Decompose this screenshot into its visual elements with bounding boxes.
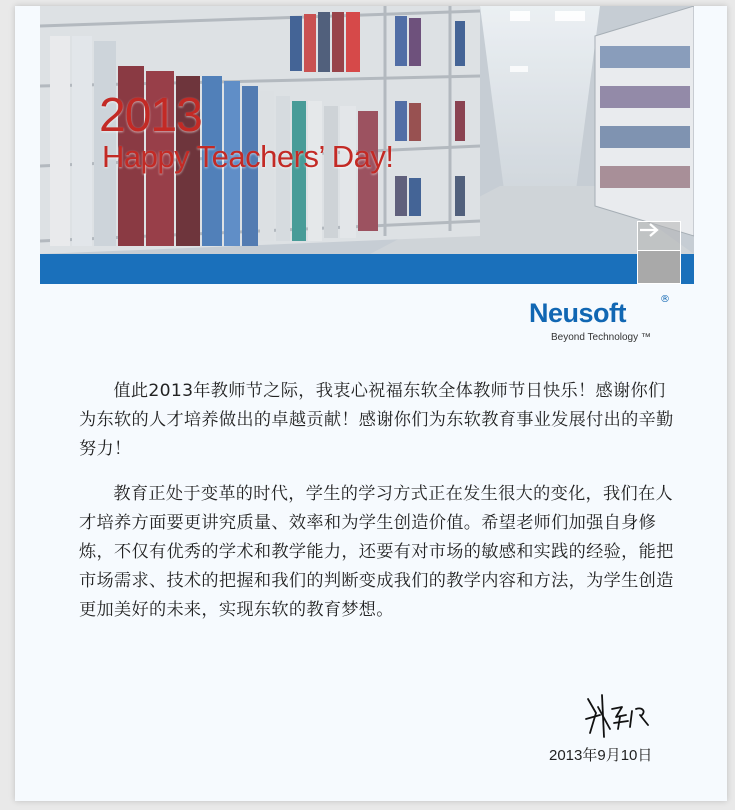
slide-indicator[interactable] — [637, 251, 681, 284]
logo-wordmark: Neusoft — [529, 298, 626, 328]
arrow-right-icon — [638, 222, 660, 238]
letter-date: 2013年9月10日 — [549, 747, 653, 764]
banner-blue-strip — [40, 254, 694, 284]
paragraph-2: 教育正处于变革的时代，学生的学习方式正在发生很大的变化，我们在人才培养方面要更讲究质量、效率和为学生创造价值。希望老师们加强自身修炼，不仅有优秀的学术和教学能力，还要有对市场的敏感和实践的经验，能把市场需求、技术的把握和我们的判断变成我们的教学内容和方法，为学生创造更加美好的未来，实现东软的教育梦想。 — [79, 484, 674, 620]
handwritten-signature-icon — [582, 689, 662, 743]
neusoft-logo — [529, 294, 670, 350]
letter-card — [15, 6, 727, 801]
banner-image — [40, 6, 694, 254]
banner-year: 2013 — [99, 89, 202, 142]
next-slide-button[interactable] — [637, 221, 681, 251]
logo-tagline: Beyond Technology ™ — [551, 332, 651, 343]
letter-body — [79, 377, 675, 641]
registered-mark: ® — [660, 294, 670, 305]
banner-title: Happy Teachers’ Day! — [102, 139, 394, 174]
paragraph-1: 值此2013年教师节之际，我衷心祝福东软全体教师节日快乐！感谢你们为东软的人才培养做出的卓越贡献！感谢你们为东软教育事业发展付出的辛勤努力！ — [79, 381, 674, 459]
